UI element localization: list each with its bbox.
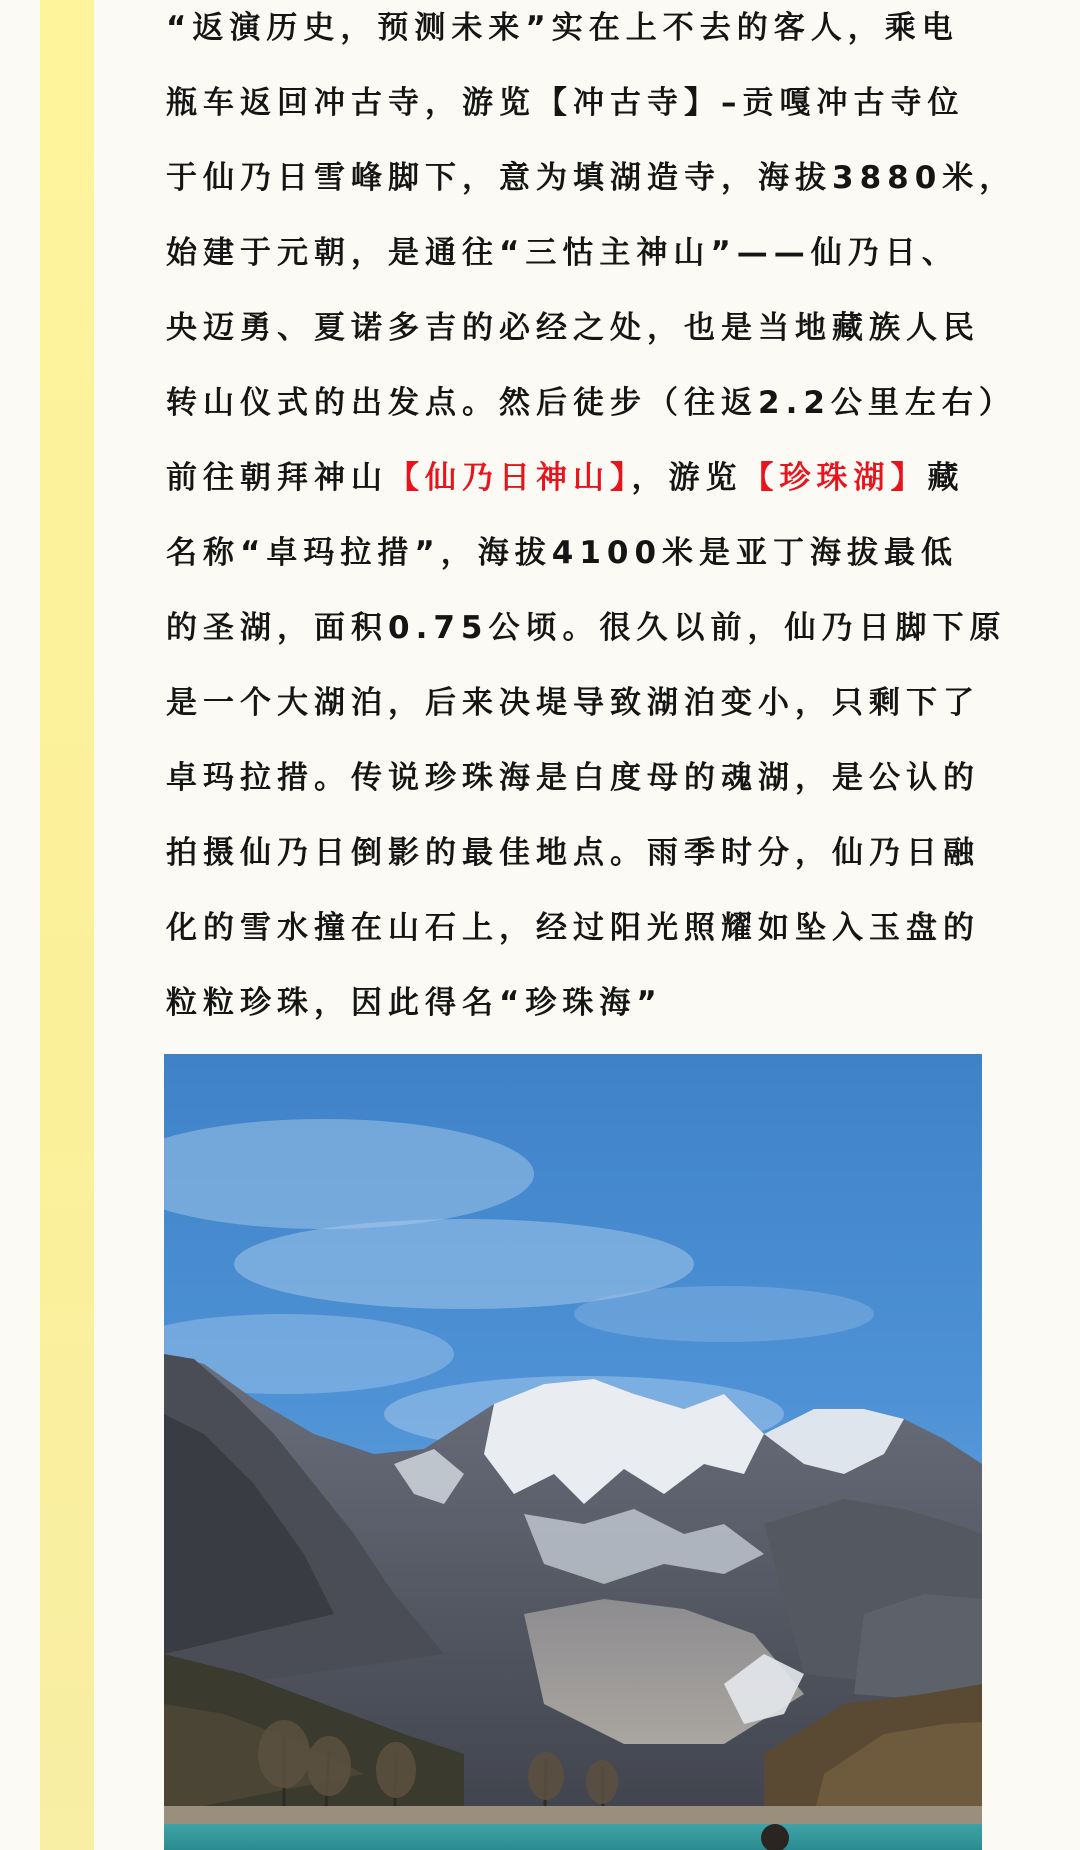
body-text: 藏 <box>927 460 965 496</box>
article-line <box>166 741 1016 816</box>
body-text: 名称“卓玛拉措”，海拔4100米是亚丁海拔最低 <box>166 535 959 571</box>
body-text: 是一个大湖泊，后来决堤导致湖泊变小，只剩下了 <box>166 685 980 721</box>
article-line <box>166 516 1016 591</box>
article-line <box>166 366 1016 441</box>
highlighted-place-name: 【仙乃日神山】 <box>388 460 632 496</box>
article-line <box>166 441 1016 516</box>
body-text: “返演历史，预测未来”实在上不去的客人，乘电 <box>166 10 959 46</box>
body-text: 拍摄仙乃日倒影的最佳地点。雨季时分，仙乃日融 <box>166 835 980 871</box>
article-line <box>166 666 1016 741</box>
snow-mountain-lake-photo <box>164 1054 982 1850</box>
body-text: 化的雪水撞在山石上，经过阳光照耀如坠入玉盘的 <box>166 910 980 946</box>
article-line <box>166 966 1016 1041</box>
article-line <box>166 216 1016 291</box>
body-text: 的圣湖，面积0.75公顷。很久以前，仙乃日脚下原 <box>166 610 1007 646</box>
body-text: 粒粒珍珠，因此得名“珍珠海” <box>166 985 663 1021</box>
body-text: 始建于元朝，是通往“三怙主神山”——仙乃日、 <box>166 235 959 271</box>
article-line <box>166 0 1016 66</box>
article-line <box>166 891 1016 966</box>
article-paragraph <box>166 0 1016 1041</box>
body-text: 卓玛拉措。传说珍珠海是白度母的魂湖，是公认的 <box>166 760 980 796</box>
mountain-landscape-illustration <box>164 1054 982 1850</box>
body-text: 于仙乃日雪峰脚下，意为填湖造寺，海拔3880米， <box>166 160 1017 196</box>
article-line <box>166 66 1016 141</box>
decorative-side-stripe <box>40 0 94 1850</box>
article-line <box>166 591 1016 666</box>
body-text: 前往朝拜神山 <box>166 460 388 496</box>
body-text: 瓶车返回冲古寺，游览【冲古寺】–贡嘎冲古寺位 <box>166 85 965 121</box>
article-line <box>166 816 1016 891</box>
body-text: ，游览 <box>631 460 743 496</box>
article-line <box>166 291 1016 366</box>
highlighted-place-name: 【珍珠湖】 <box>742 460 928 496</box>
body-text: 转山仪式的出发点。然后徒步（往返2.2公里左右） <box>166 385 1016 421</box>
body-text: 央迈勇、夏诺多吉的必经之处，也是当地藏族人民 <box>166 310 980 346</box>
article-line <box>166 141 1016 216</box>
article-body <box>166 0 1016 1041</box>
